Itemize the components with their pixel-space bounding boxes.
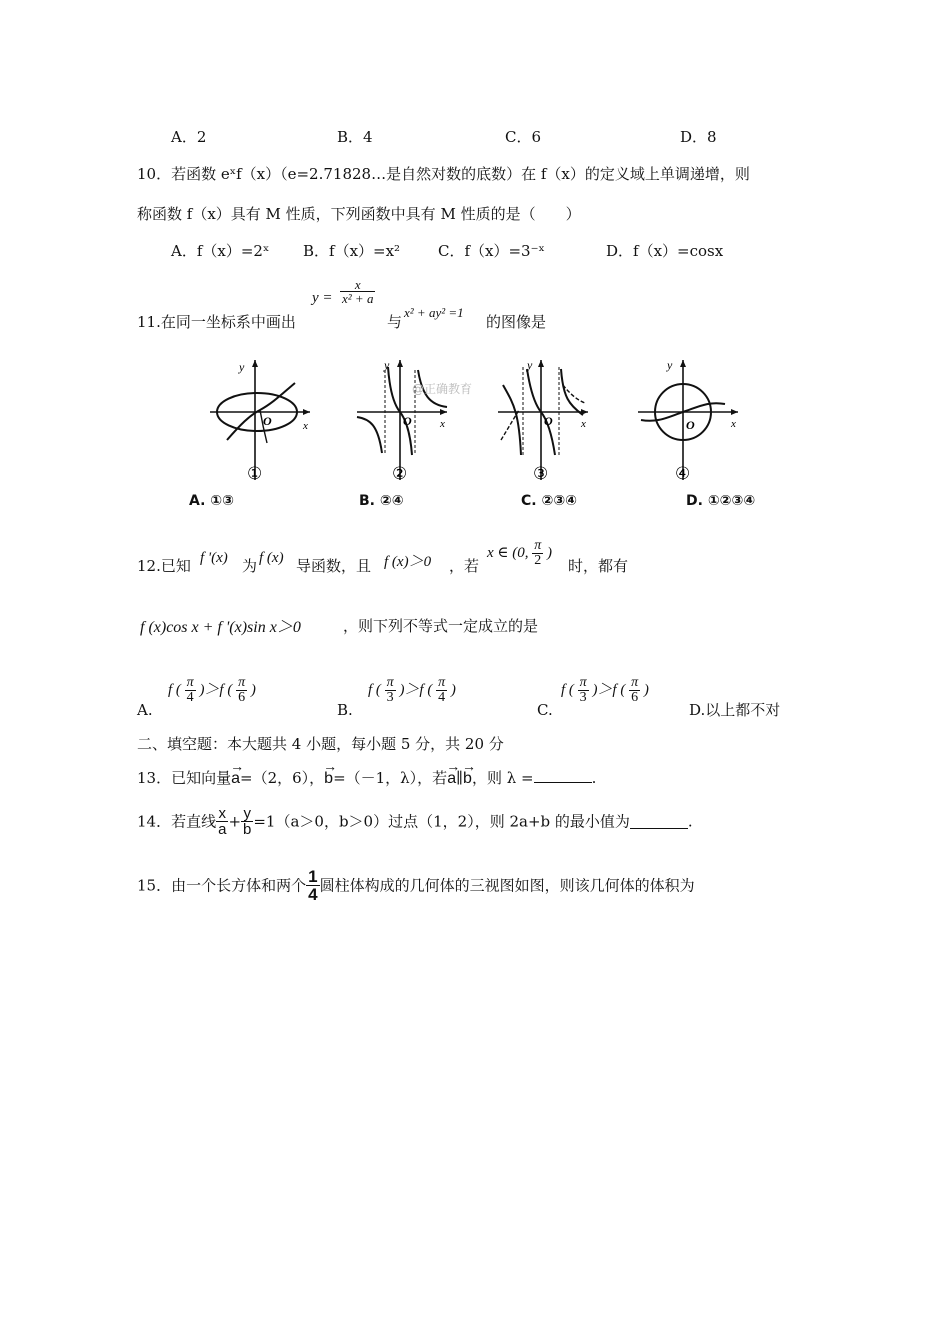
q12-prefix: 12.已知 xyxy=(137,557,191,575)
q12-interval xyxy=(487,539,552,568)
q12-c-gt: )＞f ( xyxy=(592,681,626,698)
q12-a-close: ) xyxy=(250,681,256,698)
q12-c-f1: f ( xyxy=(561,681,574,698)
q13-b-value: =（－1，λ），若 xyxy=(333,769,448,787)
q12-c-pi1: π xyxy=(579,675,587,690)
q9-option-b: B．4 xyxy=(337,128,373,146)
graph-3-origin: O xyxy=(544,414,553,428)
graph-2-origin: O xyxy=(403,414,412,428)
q12-dao: 导函数，且 xyxy=(296,557,372,575)
q11-option-c: C. ②③④ xyxy=(521,493,578,509)
q13-answer-blank[interactable] xyxy=(534,768,592,783)
vector-a: → a xyxy=(231,769,240,789)
q12-fprime: f '(x) xyxy=(200,550,228,566)
q15-frac-num: 1 xyxy=(308,867,318,886)
q10-line2: 称函数 f（x）具有 M 性质，下列函数中具有 M 性质的是（ ） xyxy=(137,205,581,223)
q12-inequality: f (x)cos x + f '(x)sin x＞0 xyxy=(140,619,301,636)
q11-suffix: 的图像是 xyxy=(486,313,547,331)
q12-interval-close: ) xyxy=(547,544,553,561)
q10-option-a: A．f（x）=2ˣ xyxy=(171,242,270,260)
watermark: @正确教育 xyxy=(412,382,473,396)
q12-a-pi2: π xyxy=(238,675,246,690)
graph-2 xyxy=(352,355,452,485)
q12-option-a xyxy=(168,676,256,705)
q11-conj: 与 xyxy=(387,313,403,331)
q12-wei: 为 xyxy=(242,557,258,575)
q12-option-b-label: B. xyxy=(337,701,353,719)
q11-prefix: 11.在同一坐标系中画出 xyxy=(137,313,296,331)
q12-a-d2: 6 xyxy=(238,690,246,705)
q12-c-close: ) xyxy=(643,681,649,698)
q12-option-c-label: C. xyxy=(537,701,553,719)
graph-3-label: ③ xyxy=(533,464,549,484)
q13-end: . xyxy=(591,769,597,787)
vector-b: → b xyxy=(324,769,333,789)
q12-shi: 时，都有 xyxy=(568,557,629,575)
q12-b-gt: )＞f ( xyxy=(399,681,433,698)
q14-frac-a: a xyxy=(218,821,227,838)
q13-then: ，则 λ = xyxy=(471,769,534,787)
q12-interval-pi: π xyxy=(534,538,542,553)
q15-prefix: 15．由一个长方体和两个 xyxy=(137,876,307,895)
q12-a-gt: )＞f ( xyxy=(199,681,233,698)
q10-option-b: B．f（x）=x² xyxy=(303,242,401,260)
q12-option-c xyxy=(561,676,649,705)
q12-c-d1: 3 xyxy=(579,690,587,705)
graph-4-label: ④ xyxy=(675,464,691,484)
q14-frac-b: b xyxy=(243,821,252,838)
q14-line xyxy=(137,806,693,837)
q12-a-pi1: π xyxy=(186,675,194,690)
graph-3 xyxy=(493,355,593,485)
q12-b-d2: 4 xyxy=(438,690,446,705)
q11-y-eq: y = xyxy=(312,290,333,306)
graph-4-y-label: y xyxy=(667,358,673,372)
q14-frac-x: x xyxy=(216,806,228,822)
graph-1-label: ① xyxy=(247,464,263,484)
q12-b-f1: f ( xyxy=(368,681,381,698)
graph-1-y-label: y xyxy=(239,360,245,374)
q15-line xyxy=(137,868,695,903)
graph-2-label: ② xyxy=(392,464,408,484)
q14-end: . xyxy=(687,812,693,831)
q12-b-pi1: π xyxy=(386,675,394,690)
q12-option-d: D.以上都不对 xyxy=(689,701,781,719)
graph-1-origin: O xyxy=(263,414,272,428)
q9-option-c: C．6 xyxy=(505,128,542,146)
q12-interval-open: x ∈ (0, xyxy=(487,544,529,561)
q12-then: ，则下列不等式一定成立的是 xyxy=(343,617,539,635)
graph-2-x-label: x xyxy=(440,418,445,430)
q14-frac-y: y xyxy=(241,806,253,822)
q15-frac-den: 4 xyxy=(308,885,318,904)
q12-positive: f (x)＞0 xyxy=(384,554,432,570)
q11-option-b: B. ②④ xyxy=(359,493,404,509)
q12-c-pi2: π xyxy=(631,675,639,690)
q13-parallel: ∥ xyxy=(456,769,464,787)
q12-c-d2: 6 xyxy=(631,690,639,705)
q14-answer-blank[interactable] xyxy=(630,814,688,829)
q10-option-c: C．f（x）=3⁻ˣ xyxy=(438,242,545,260)
q14-rest: =1（a＞0，b＞0）过点（1，2），则 2a+b 的最小值为 xyxy=(253,812,630,831)
q11-frac-den: x² + a xyxy=(342,291,374,306)
graph-1 xyxy=(205,355,315,485)
q12-b-pi2: π xyxy=(438,675,446,690)
q12-a-f1: f ( xyxy=(168,681,181,698)
q12-a-d1: 4 xyxy=(186,690,194,705)
q11-frac-num: x xyxy=(340,278,375,292)
q14-prefix: 14．若直线 xyxy=(137,812,217,831)
graph-1-x-label: x xyxy=(303,420,308,432)
q14-plus: + xyxy=(228,812,242,831)
graph-2-y-label: y xyxy=(384,358,390,372)
vector-a-2: → a xyxy=(447,769,456,789)
q11-option-a: A. ①③ xyxy=(189,493,234,509)
q13-line xyxy=(137,768,596,789)
q13-a-value: =（2，6）， xyxy=(240,769,325,787)
q11-option-d: D. ①②③④ xyxy=(686,493,756,509)
q11-fraction xyxy=(340,278,375,305)
q11-eq2: x² + ay² =1 xyxy=(404,305,464,320)
q12-interval-two: 2 xyxy=(534,553,542,568)
graph-3-x-label: x xyxy=(581,418,586,430)
q10-option-d: D．f（x）=cosx xyxy=(606,242,724,260)
q12-option-a-label: A. xyxy=(137,701,153,719)
graph-4-origin: O xyxy=(686,418,695,432)
q9-option-d: D．8 xyxy=(680,128,717,146)
q10-line1: 10．若函数 eˣf（x）（e=2.71828…是自然对数的底数）在 f（x）的定义域上单调递增，则 xyxy=(137,165,750,183)
q15-suffix: 圆柱体构成的几何体的三视图如图，则该几何体的体积为 xyxy=(319,876,695,895)
section-2-heading: 二、填空题：本大题共 4 小题，每小题 5 分，共 20 分 xyxy=(137,735,504,753)
q13-prefix: 13．已知向量 xyxy=(137,769,232,787)
graph-4 xyxy=(633,355,743,485)
graph-3-y-label: y xyxy=(527,358,533,372)
q12-option-b xyxy=(368,676,456,705)
q12-b-close: ) xyxy=(450,681,456,698)
q12-b-d1: 3 xyxy=(386,690,394,705)
graph-4-x-label: x xyxy=(731,418,736,430)
q12-ruo: ，若 xyxy=(449,557,480,575)
q9-option-a: A．2 xyxy=(171,128,207,146)
vector-b-2: → b xyxy=(463,769,472,789)
q12-fx: f (x) xyxy=(259,550,284,566)
